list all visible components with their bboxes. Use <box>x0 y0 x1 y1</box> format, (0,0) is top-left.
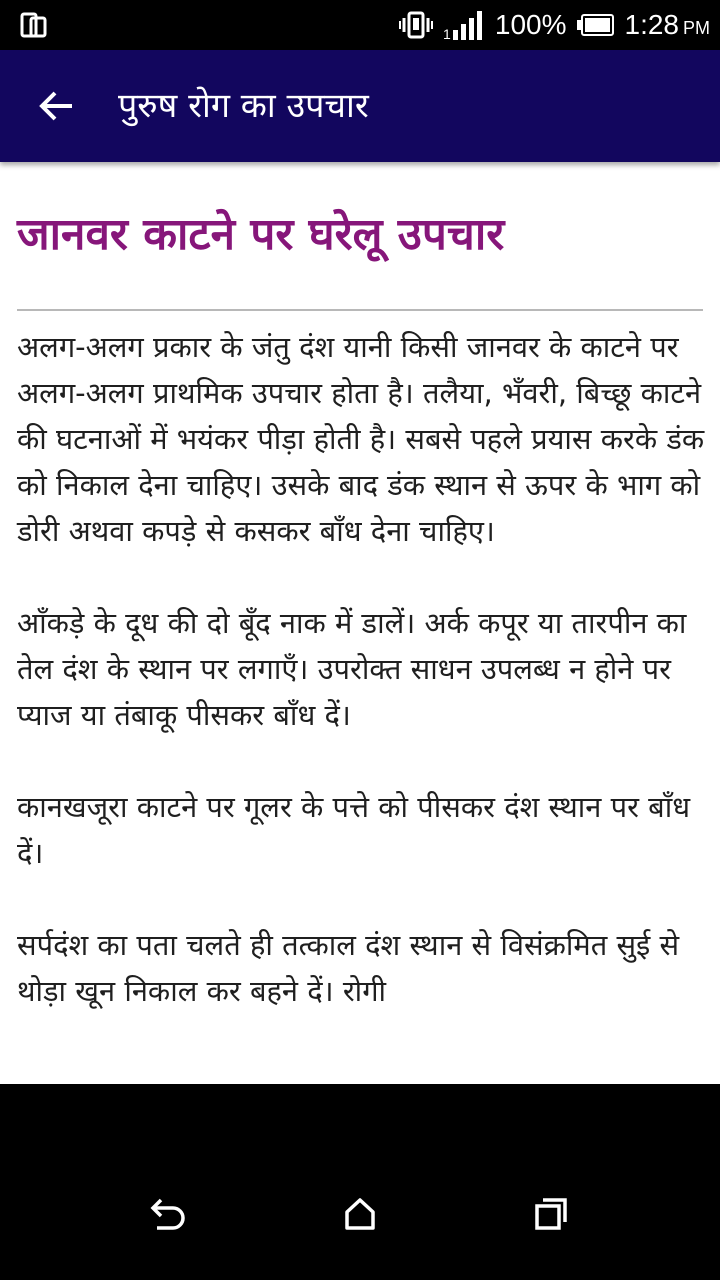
title-divider <box>17 309 703 311</box>
nav-recents-icon <box>533 1196 569 1232</box>
app-toolbar <box>0 50 720 162</box>
toolbar-title: पुरुष रोग का उपचार <box>118 86 369 126</box>
article-body <box>17 324 707 1060</box>
nav-back-icon <box>147 1196 187 1232</box>
status-time <box>625 9 711 41</box>
article-content[interactable] <box>0 162 720 1084</box>
arrow-left-icon <box>38 90 74 122</box>
status-bar <box>0 0 720 50</box>
vibrate-icon <box>399 11 433 39</box>
back-button[interactable] <box>26 76 86 136</box>
nav-home-icon <box>342 1196 378 1232</box>
status-icons <box>399 0 710 50</box>
dual-screen-icon <box>20 12 48 38</box>
clock-time: 1:28 <box>624 9 679 40</box>
signal-icon <box>443 10 485 40</box>
nav-back-button[interactable] <box>137 1184 197 1244</box>
battery-icon <box>577 14 615 36</box>
navigation-bar <box>0 1084 720 1280</box>
nav-recents-button[interactable] <box>521 1184 581 1244</box>
battery-percent: 100% <box>494 9 567 40</box>
article-paragraph: सर्पदंश का पता चलते ही तत्काल दंश स्थान से विसंक्रमित सुई से थोड़ा खून निकाल कर बहने दें। रोगी <box>17 928 680 1008</box>
nav-home-button[interactable] <box>330 1184 390 1244</box>
svg-text:1: 1 <box>442 26 451 40</box>
article-paragraph: कानखजूरा काटने पर गूलर के पत्ते को पीसकर दंश स्थान पर बाँध दें। <box>17 790 691 870</box>
article-paragraph: आँकड़े के दूध की दो बूँद नाक में डालें। अर्क कपूर या तारपीन का तेल दंश के स्थान पर लगाएँ। उपरोक्त साधन उपलब्ध न होने पर प्याज या तंबाकू पीसकर बाँध दें। <box>17 606 687 732</box>
clock-ampm: PM <box>683 18 710 38</box>
article-paragraph: अलग-अलग प्रकार के जंतु दंश यानी किसी जानवर के काटने पर अलग-अलग प्राथमिक उपचार होता है। तलैया, भँवरी, बिच्छू काटने की घटनाओं में भयंकर पीड़ा होती है। सबसे पहले प्रयास करके डंक को निकाल देना चाहिए। उसके बाद डंक स्थान से ऊपर के भाग को डोरी अथवा कपड़े से कसकर बाँध देना चाहिए। <box>17 330 705 548</box>
article-title: जानवर काटने पर घरेलू उपचार <box>17 209 505 260</box>
